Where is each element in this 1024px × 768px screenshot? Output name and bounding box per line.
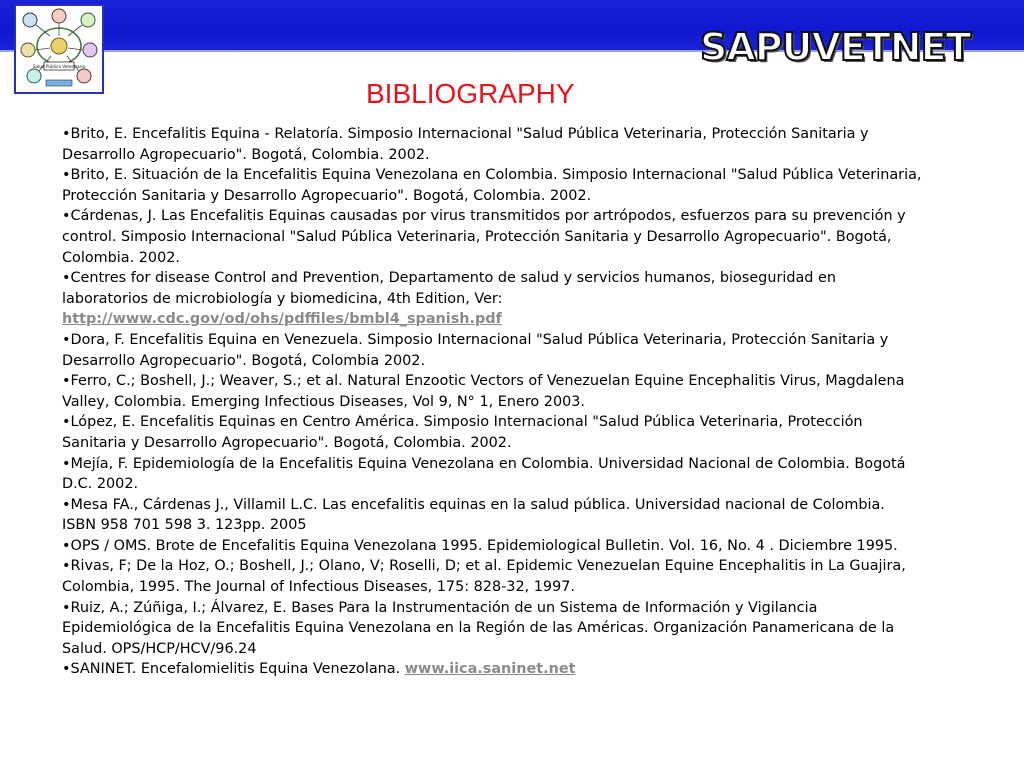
bibliography-entry: [62, 495, 922, 536]
bullet-icon: •: [62, 270, 71, 287]
bullet-icon: •: [62, 537, 71, 554]
entry-text: Ferro, C.; Boshell, J.; Weaver, S.; et al. Natural Enzootic Vectors of Venezuelan Equine Encephalitis Virus, Magdalena Valley, Colombia. Emerging Infectious Diseases, Vol 9, N° 1, Enero 2003.: [62, 373, 905, 410]
bullet-icon: •: [62, 414, 71, 431]
page-title: BIBLIOGRAPHY: [366, 78, 575, 109]
bibliography-entry: [62, 165, 922, 206]
entry-text: Cárdenas, J. Las Encefalitis Equinas causadas por virus transmitidos por artrópodos, esfuerzos para su prevención y control. Simposio Internacional "Salud Pública Veterinaria, Protección Sanitaria y Desarrollo Agropecuario". Bogotá, Colombia. 2002.: [62, 208, 906, 266]
bibliography-entry: [62, 598, 922, 660]
logo-illustration: [16, 6, 102, 92]
entry-text: López, E. Encefalitis Equinas en Centro América. Simposio Internacional "Salud Pública Veterinaria, Protección Sanitaria y Desarrollo Agropecuario". Bogotá, Colombia. 2002.: [62, 414, 863, 451]
bibliography-entry: [62, 454, 922, 495]
entry-link[interactable]: www.iica.saninet.net: [404, 661, 576, 678]
entry-text: Ruiz, A.; Zúñiga, I.; Álvarez, E. Bases Para la Instrumentación de un Sistema de Información y Vigilancia Epidemiológica de la Encefalitis Equina Venezolana en la Región de las Américas. Organización Panamericana de la Salud. OPS/HCP/HCV/96.24: [62, 599, 895, 657]
bibliography-entry: [62, 412, 922, 453]
bullet-icon: •: [62, 455, 71, 472]
bibliography-entry: [62, 124, 922, 165]
logo: [14, 4, 104, 94]
bullet-icon: •: [62, 208, 71, 225]
entry-text: Brito, E. Encefalitis Equina - Relatoría. Simposio Internacional "Salud Pública Veterinaria, Protección Sanitaria y Desarrollo Agropecuario". Bogotá, Colombia. 2002.: [62, 126, 869, 163]
svg-text:Salud Pública Veterinaria: Salud Pública Veterinaria: [32, 64, 86, 69]
bibliography-entry: [62, 659, 922, 680]
bibliography-entry: [62, 536, 922, 557]
bullet-icon: •: [62, 167, 71, 184]
entry-text: Mesa FA., Cárdenas J., Villamil L.C. Las encefalitis equinas en la salud pública. Universidad nacional de Colombia. ISBN 958 701 598 3. 123pp. 2005: [62, 496, 885, 534]
entry-text: Dora, F. Encefalitis Equina en Venezuela. Simposio Internacional "Salud Pública Veterinaria, Protección Sanitaria y Desarrollo Agropecuario". Bogotá, Colombia 2002.: [62, 331, 889, 369]
bibliography-entry: [62, 268, 922, 330]
bibliography-entry: [62, 556, 922, 597]
entry-text: Mejía, F. Epidemiología de la Encefalitis Equina Venezolana en Colombia. Universidad Nacional de Colombia. Bogotá D.C. 2002.: [62, 455, 906, 493]
brand-logo-text: SAPUVETNET: [700, 25, 971, 69]
bullet-icon: •: [62, 126, 71, 142]
bibliography-entry: [62, 206, 922, 268]
bullet-icon: •: [62, 558, 71, 575]
entry-link[interactable]: http://www.cdc.gov/od/ohs/pdffiles/bmbl4_spanish.pdf: [62, 311, 502, 328]
bullet-icon: •: [62, 373, 71, 390]
bullet-icon: •: [62, 599, 71, 616]
entry-text: Rivas, F; De la Hoz, O.; Boshell, J.; Olano, V; Roselli, D; et al. Epidemic Venezuelan Equine Encephalitis in La Guajira, Colombia, 1995. The Journal of Infectious Diseases, 175: 828-32, 1997.: [62, 558, 906, 596]
bullet-icon: •: [62, 661, 71, 678]
bibliography-entry: [62, 371, 922, 412]
bullet-icon: •: [62, 496, 71, 513]
entry-text: SANINET. Encefalomielitis Equina Venezolana.: [70, 661, 405, 678]
entry-text: OPS / OMS. Brote de Encefalitis Equina Venezolana 1995. Epidemiological Bulletin. Vol. 16, No. 4 . Diciembre 1995.: [70, 537, 898, 554]
bullet-icon: •: [62, 331, 71, 348]
entry-text: Brito, E. Situación de la Encefalitis Equina Venezolana en Colombia. Simposio Internacional "Salud Pública Veterinaria, Protección Sanitaria y Desarrollo Agropecuario". Bogotá, Colombia. 2002.: [62, 167, 922, 204]
bibliography-entry: [62, 330, 922, 371]
bibliography-list: [62, 124, 922, 680]
entry-text: Centres for disease Control and Prevention, Departamento de salud y servicios humanos, bioseguridad en laboratorios de microbiología y biomedicina, 4th Edition, Ver:: [62, 270, 836, 307]
